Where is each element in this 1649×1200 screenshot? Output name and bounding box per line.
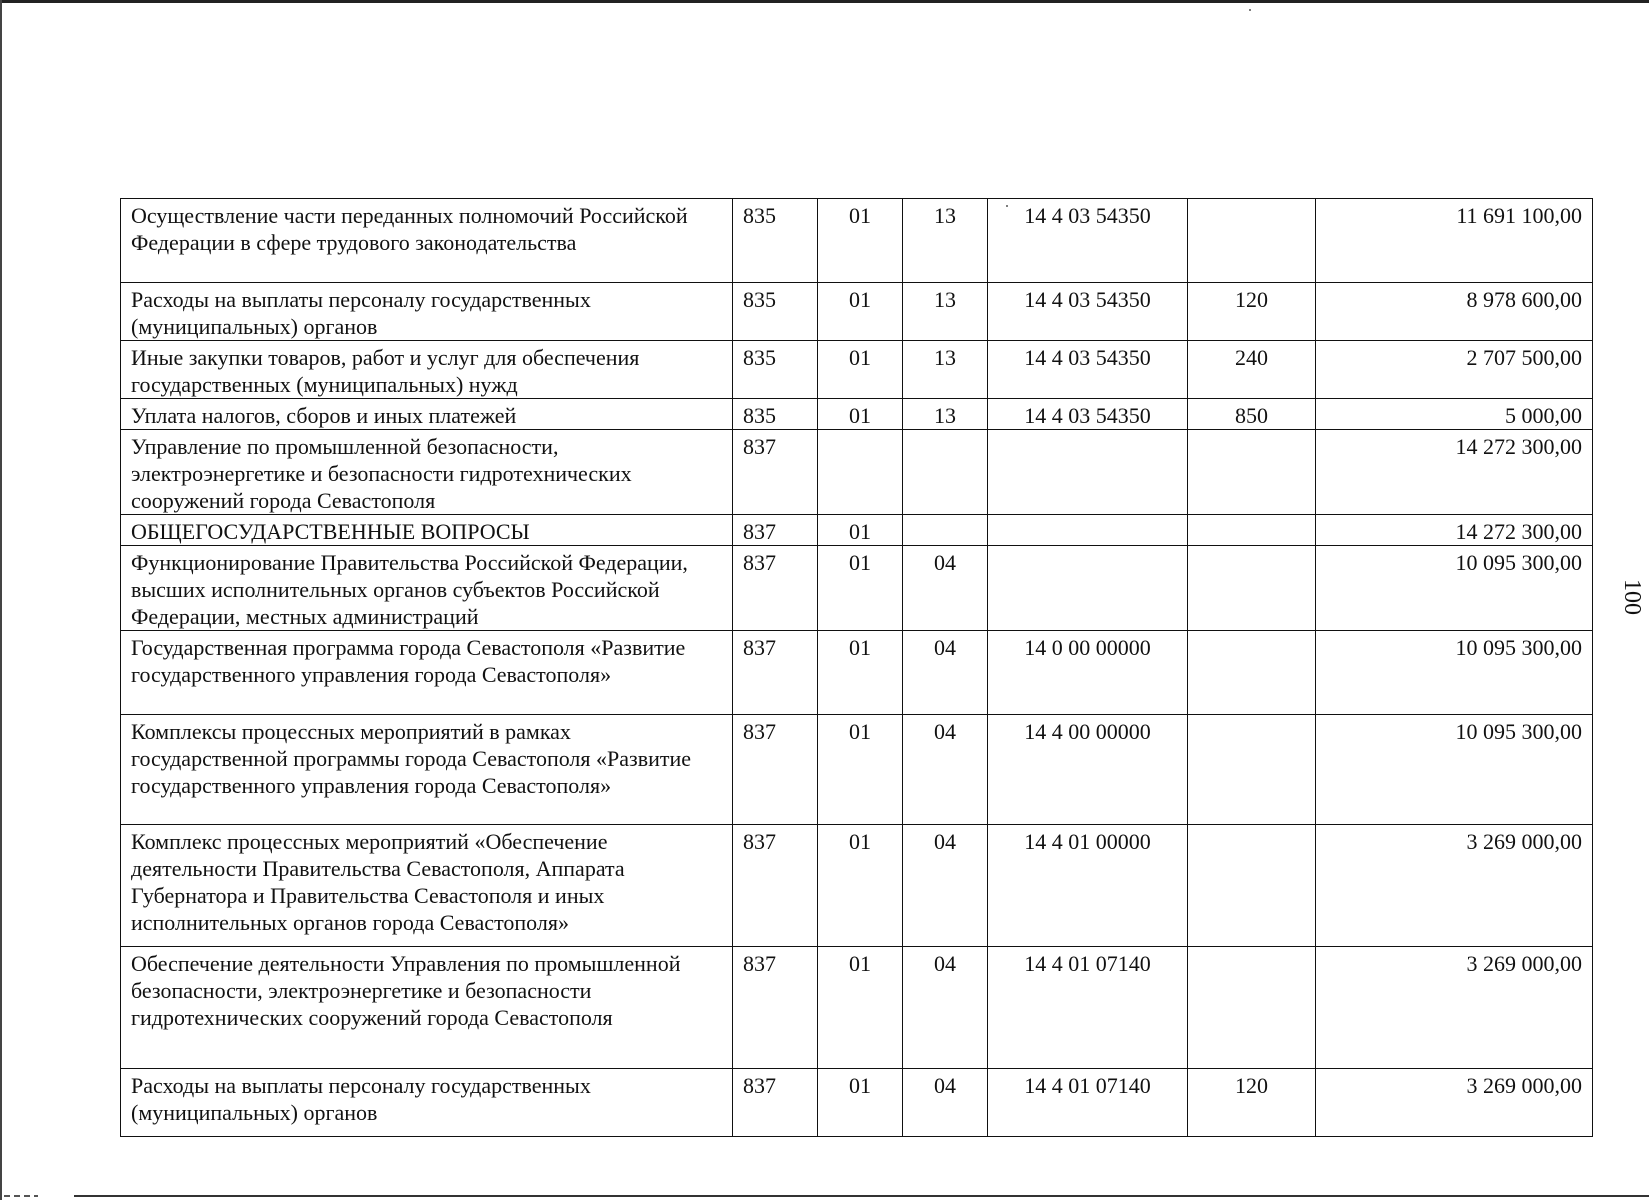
ministry-code: 835 <box>733 341 818 399</box>
subsection-code: 13 <box>903 341 988 399</box>
ministry-code: 837 <box>733 825 818 947</box>
amount: 10 095 300,00 <box>1316 715 1593 825</box>
row-name: Государственная программа города Севастополя «Развитие государственного управления города Севастополя» <box>121 631 733 715</box>
section-code: 01 <box>818 947 903 1069</box>
table-row <box>121 515 1593 546</box>
row-name: Осуществление части переданных полномочий Российской Федерации в сфере трудового законодательства <box>121 199 733 283</box>
scan-left-edge <box>0 0 2 1200</box>
expense-type-code <box>1188 947 1316 1069</box>
row-name: Комплекс процессных мероприятий «Обеспечение деятельности Правительства Севастополя, Аппарата Губернатора и Правительства Севастополя и иных исполнительных органов города Севастополя» <box>121 825 733 947</box>
amount: 14 272 300,00 <box>1316 515 1593 546</box>
expense-type-code <box>1188 199 1316 283</box>
scan-speck <box>1249 9 1251 11</box>
expense-type-code: 850 <box>1188 399 1316 430</box>
expense-type-code: 120 <box>1188 1069 1316 1137</box>
table-row <box>121 283 1593 341</box>
target-article-code: 14 4 01 00000 <box>988 825 1188 947</box>
amount: 10 095 300,00 <box>1316 546 1593 631</box>
amount: 3 269 000,00 <box>1316 947 1593 1069</box>
row-name: Комплексы процессных мероприятий в рамках государственной программы города Севастополя «Развитие государственного управления города Севастополя» <box>121 715 733 825</box>
section-code: 01 <box>818 199 903 283</box>
scan-bottom-edge <box>74 1195 1649 1197</box>
subsection-code <box>903 430 988 515</box>
table-row <box>121 631 1593 715</box>
ministry-code: 837 <box>733 430 818 515</box>
section-code: 01 <box>818 825 903 947</box>
amount: 2 707 500,00 <box>1316 341 1593 399</box>
page-number: 100 <box>1619 579 1645 615</box>
section-code: 01 <box>818 341 903 399</box>
ministry-code: 837 <box>733 546 818 631</box>
target-article-code: 14 4 03 54350 <box>988 199 1188 283</box>
ministry-code: 837 <box>733 631 818 715</box>
table-row <box>121 546 1593 631</box>
target-article-code: 14 4 01 07140 <box>988 1069 1188 1137</box>
target-article-code: 14 4 00 00000 <box>988 715 1188 825</box>
section-code: 01 <box>818 715 903 825</box>
table-row <box>121 399 1593 430</box>
table-row <box>121 199 1593 283</box>
amount: 8 978 600,00 <box>1316 283 1593 341</box>
row-name: Расходы на выплаты персоналу государственных (муниципальных) органов <box>121 1069 733 1137</box>
target-article-code: 14 0 00 00000 <box>988 631 1188 715</box>
table-row <box>121 715 1593 825</box>
subsection-code: 04 <box>903 546 988 631</box>
section-code: 01 <box>818 631 903 715</box>
ministry-code: 835 <box>733 199 818 283</box>
row-name: Иные закупки товаров, работ и услуг для обеспечения государственных (муниципальных) нужд <box>121 341 733 399</box>
subsection-code: 04 <box>903 947 988 1069</box>
subsection-code: 13 <box>903 199 988 283</box>
table-row <box>121 430 1593 515</box>
subsection-code: 04 <box>903 1069 988 1137</box>
target-article-code <box>988 546 1188 631</box>
row-name: Обеспечение деятельности Управления по промышленной безопасности, электроэнергетике и безопасности гидротехнических сооружений города Севастополя <box>121 947 733 1069</box>
scan-corner-mark <box>4 1195 38 1197</box>
subsection-code: 04 <box>903 631 988 715</box>
target-article-code: 14 4 01 07140 <box>988 947 1188 1069</box>
table-row <box>121 825 1593 947</box>
section-code: 01 <box>818 283 903 341</box>
ministry-code: 837 <box>733 1069 818 1137</box>
ministry-code: 835 <box>733 399 818 430</box>
budget-table <box>120 198 1593 1137</box>
amount: 10 095 300,00 <box>1316 631 1593 715</box>
amount: 3 269 000,00 <box>1316 1069 1593 1137</box>
section-code: 01 <box>818 546 903 631</box>
scan-top-edge <box>0 0 1649 3</box>
section-code: 01 <box>818 399 903 430</box>
target-article-code <box>988 430 1188 515</box>
subsection-code <box>903 515 988 546</box>
expense-type-code <box>1188 715 1316 825</box>
target-article-code: 14 4 03 54350 <box>988 283 1188 341</box>
expense-type-code <box>1188 430 1316 515</box>
target-article-code: 14 4 03 54350 <box>988 399 1188 430</box>
amount: 11 691 100,00 <box>1316 199 1593 283</box>
amount: 14 272 300,00 <box>1316 430 1593 515</box>
table-row <box>121 341 1593 399</box>
expense-type-code: 120 <box>1188 283 1316 341</box>
expense-type-code <box>1188 546 1316 631</box>
amount: 5 000,00 <box>1316 399 1593 430</box>
expense-type-code <box>1188 515 1316 546</box>
ministry-code: 837 <box>733 715 818 825</box>
subsection-code: 04 <box>903 715 988 825</box>
row-name: Функционирование Правительства Российской Федерации, высших исполнительных органов субъектов Российской Федерации, местных администраций <box>121 546 733 631</box>
subsection-code: 04 <box>903 825 988 947</box>
target-article-code <box>988 515 1188 546</box>
expense-type-code <box>1188 825 1316 947</box>
expense-type-code <box>1188 631 1316 715</box>
ministry-code: 837 <box>733 515 818 546</box>
expense-type-code: 240 <box>1188 341 1316 399</box>
section-code: 01 <box>818 1069 903 1137</box>
row-name: Уплата налогов, сборов и иных платежей <box>121 399 733 430</box>
row-name: Расходы на выплаты персоналу государственных (муниципальных) органов <box>121 283 733 341</box>
row-name: ОБЩЕГОСУДАРСТВЕННЫЕ ВОПРОСЫ <box>121 515 733 546</box>
amount: 3 269 000,00 <box>1316 825 1593 947</box>
row-name: Управление по промышленной безопасности, электроэнергетике и безопасности гидротехнических сооружений города Севастополя <box>121 430 733 515</box>
ministry-code: 835 <box>733 283 818 341</box>
target-article-code: 14 4 03 54350 <box>988 341 1188 399</box>
table-row <box>121 947 1593 1069</box>
ministry-code: 837 <box>733 947 818 1069</box>
subsection-code: 13 <box>903 283 988 341</box>
subsection-code: 13 <box>903 399 988 430</box>
section-code: 01 <box>818 515 903 546</box>
table-row <box>121 1069 1593 1137</box>
section-code <box>818 430 903 515</box>
